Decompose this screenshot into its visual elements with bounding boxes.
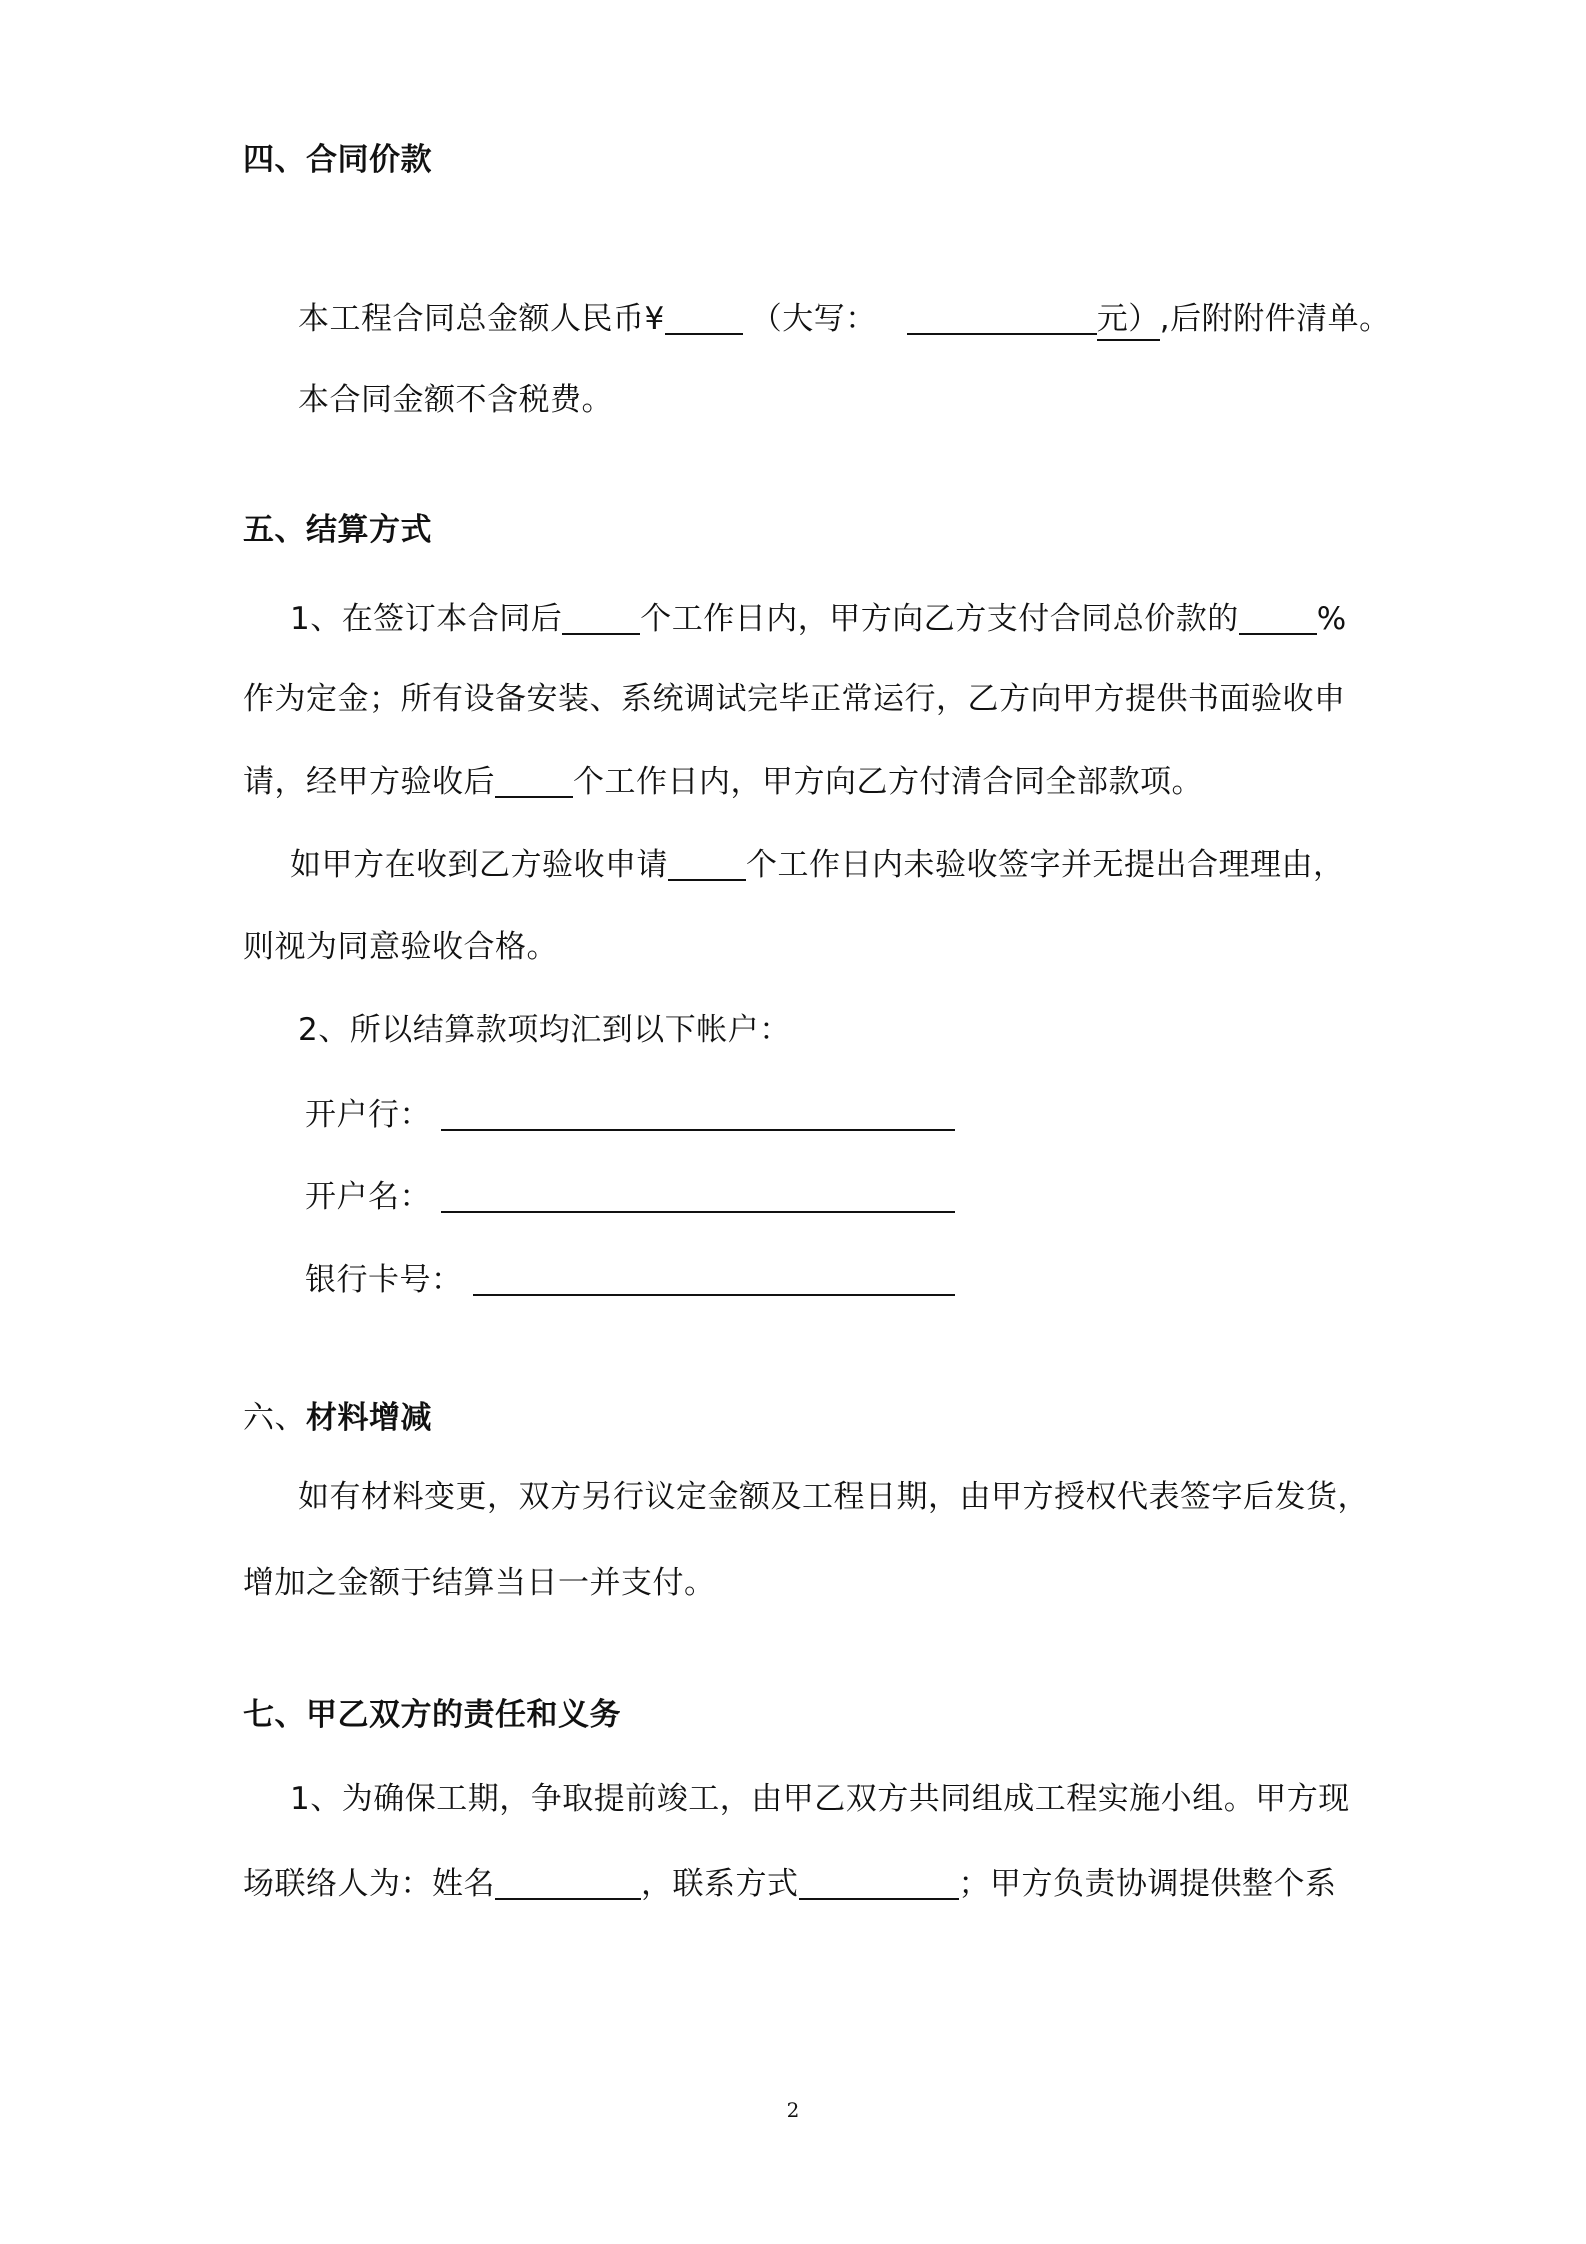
deposit-line: 1、在签订本合同后 个工作日内，甲方向乙方支付合同总价款的 % — [290, 601, 1347, 637]
card-number-row: 银行卡号： — [305, 1258, 955, 1302]
section-5-heading: 五、结算方式 — [243, 512, 432, 548]
card-number-blank[interactable] — [473, 1260, 955, 1296]
amount-blank[interactable] — [665, 299, 743, 335]
section-7-heading: 七、甲乙双方的责任和义务 — [243, 1697, 621, 1733]
account-name-row: 开户名： — [305, 1175, 955, 1219]
deposit-days-blank[interactable] — [562, 599, 640, 635]
deposit-percent-blank[interactable] — [1239, 599, 1317, 635]
bank-name-row: 开户行： — [305, 1093, 955, 1137]
final-payment-days-blank[interactable] — [495, 762, 573, 798]
contact-name-blank[interactable] — [495, 1864, 641, 1900]
contact-person-line: 场联络人为：姓名 ，联系方式 ；甲方负责协调提供整个系 — [243, 1866, 1337, 1902]
amount-in-words-blank[interactable] — [907, 299, 1097, 335]
page-number: 2 — [786, 2098, 800, 2122]
implementation-team-line: 1、为确保工期，争取提前竣工，由甲乙双方共同组成工程实施小组。甲方现 — [290, 1781, 1350, 1817]
deemed-acceptance-line-2: 则视为同意验收合格。 — [243, 929, 558, 965]
material-change-line: 如有材料变更，双方另行议定金额及工程日期，由甲方授权代表签字后发货， — [298, 1479, 1369, 1515]
acceptance-days-blank[interactable] — [668, 845, 746, 881]
contact-phone-blank[interactable] — [799, 1864, 959, 1900]
section-6-heading: 六、材料增减 — [243, 1400, 432, 1436]
account-intro-line: 2、所以结算款项均汇到以下帐户： — [298, 1012, 791, 1048]
contract-amount-line: 本工程合同总金额人民币¥ （大写： 元）,后附附件清单。 — [298, 297, 1391, 341]
deemed-acceptance-line: 如甲方在收到乙方验收申请 个工作日内未验收签字并无提出合理理由， — [290, 847, 1345, 883]
acceptance-line: 作为定金；所有设备安装、系统调试完毕正常运行，乙方向甲方提供书面验收申 — [243, 681, 1346, 717]
final-payment-line: 请，经甲方验收后 个工作日内，甲方向乙方付清合同全部款项。 — [243, 764, 1203, 800]
bank-name-blank[interactable] — [441, 1095, 955, 1131]
section-4-heading: 四、合同价款 — [243, 142, 432, 178]
account-name-blank[interactable] — [441, 1177, 955, 1213]
material-payment-line: 增加之金额于结算当日一并支付。 — [243, 1565, 716, 1601]
tax-exclusion-line: 本合同金额不含税费。 — [298, 382, 613, 418]
